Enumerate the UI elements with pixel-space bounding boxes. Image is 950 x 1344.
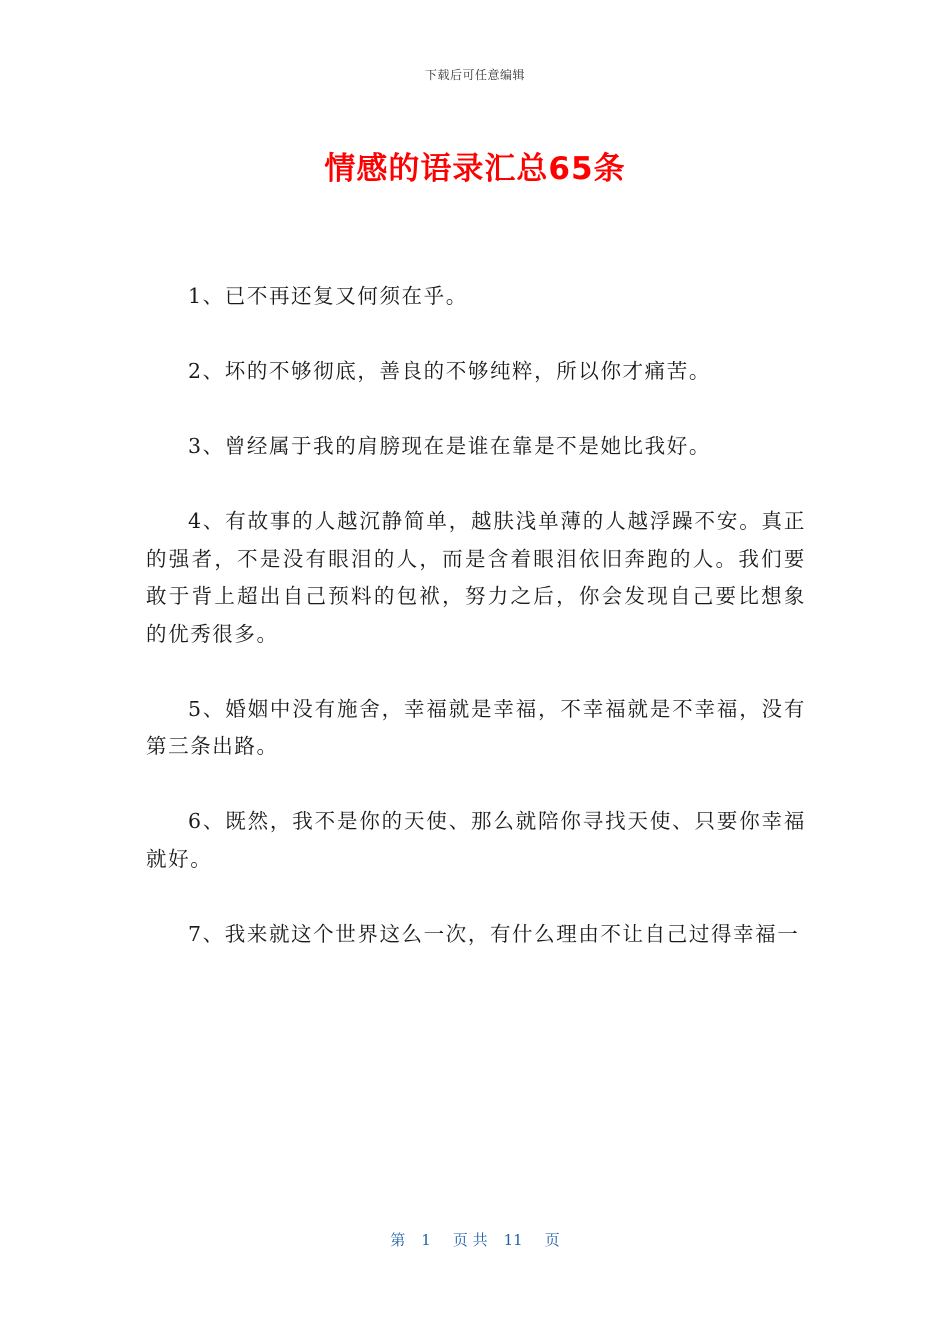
footer-prefix: 第	[390, 1231, 406, 1249]
paragraph-5: 5、婚姻中没有施舍，幸福就是幸福，不幸福就是不幸福，没有第三条出路。	[146, 696, 806, 758]
document-body	[146, 278, 806, 953]
header-note: 下载后可任意编辑	[424, 68, 525, 82]
page-footer	[0, 1229, 950, 1250]
paragraph-7: 7、我来就这个世界这么一次，有什么理由不让自己过得幸福一	[188, 921, 800, 946]
footer-suffix: 页	[544, 1231, 560, 1249]
paragraph-6: 6、既然，我不是你的天使、那么就陪你寻找天使、只要你幸福就好。	[146, 809, 806, 871]
paragraph-2: 2、坏的不够彻底，善良的不够纯粹，所以你才痛苦。	[188, 359, 711, 383]
footer-mid: 页 共	[452, 1231, 488, 1249]
footer-total-pages: 11	[503, 1231, 523, 1249]
footer-current-page: 1	[421, 1231, 431, 1249]
paragraph-3: 3、曾经属于我的肩膀现在是谁在靠是不是她比我好。	[188, 434, 711, 458]
document-title: 情感的语录汇总65条	[324, 151, 626, 187]
paragraph-4: 4、有故事的人越沉静简单，越肤浅单薄的人越浮躁不安。真正的强者，不是没有眼泪的人，而是含着眼泪依旧奔跑的人。我们要敢于背上超出自己预料的包袱，努力之后，你会发现自己要比想象的优秀很多。	[146, 509, 806, 646]
paragraph-1: 1、已不再还复又何须在乎。	[188, 284, 468, 308]
